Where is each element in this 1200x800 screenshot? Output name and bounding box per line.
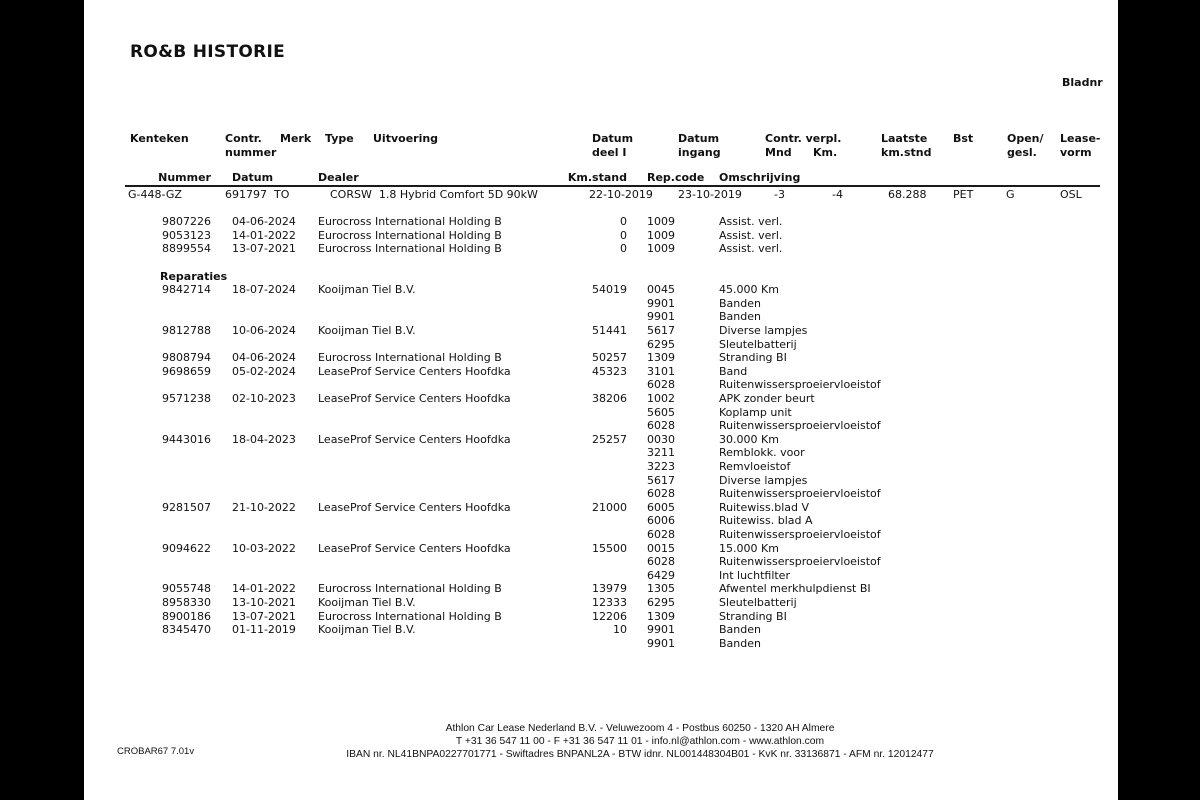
row-dealer: Eurocross International Holding B — [318, 215, 502, 229]
table-row — [84, 582, 1118, 596]
program-version: CROBAR67 7.01v — [117, 746, 195, 757]
vehicle-mnd: -3 — [774, 188, 785, 201]
header-divider — [125, 185, 1100, 187]
vehicle-type: CORSW 1.8 Hybrid Comfort 5D 90kW — [330, 188, 538, 201]
row-dealer: Eurocross International Holding B — [318, 351, 502, 365]
row-dealer: Eurocross International Holding B — [318, 228, 502, 242]
row-nummer: 8899554 — [162, 242, 211, 256]
footer-address-line: Athlon Car Lease Nederland B.V. - Veluwezoom 4 - Postbus 60250 - 1320 AH Almere — [445, 723, 835, 734]
row-kmstand: 38206 — [592, 392, 627, 405]
row-omschrijving: Ruitewiss. blad A — [719, 514, 813, 528]
row-kmstand: 54019 — [592, 283, 627, 297]
vehicle-open-gesl: G — [1006, 188, 1015, 201]
row-datum: 02-10-2023 — [232, 392, 296, 405]
row-kmstand: 12333 — [592, 596, 627, 609]
table-row — [84, 215, 1118, 229]
bladnr-label: Bladnr — [1062, 76, 1103, 89]
col-header-open-gesl — [1007, 132, 1044, 159]
row-omschrijving: Stranding BI — [719, 351, 787, 365]
row-datum: 04-06-2024 — [232, 351, 296, 365]
row-kmstand: 15500 — [592, 541, 627, 555]
row-nummer: 9053123 — [162, 228, 211, 242]
row-dealer: Kooijman Tiel B.V. — [318, 283, 416, 297]
row-omschrijving: APK zonder beurt — [719, 392, 815, 405]
table-row — [84, 460, 1118, 474]
row-datum: 10-03-2022 — [232, 541, 296, 555]
row-repcode: 6005 — [647, 500, 675, 514]
table-row — [84, 365, 1118, 379]
row-repcode: 1305 — [647, 582, 675, 596]
row-datum: 18-04-2023 — [232, 432, 296, 446]
vehicle-leasevorm: OSL — [1060, 188, 1082, 201]
row-kmstand: 25257 — [592, 432, 627, 446]
table-row — [84, 324, 1118, 338]
row-nummer: 9698659 — [162, 364, 211, 378]
row-datum: 18-07-2024 — [232, 283, 296, 297]
row-omschrijving: Diverse lampjes — [719, 324, 808, 337]
row-omschrijving: Assist. verl. — [719, 228, 783, 242]
row-omschrijving: Ruitenwissersproeiervloeistof — [719, 555, 881, 569]
row-nummer: 9807226 — [162, 215, 211, 229]
table-row — [84, 419, 1118, 433]
row-dealer: Kooijman Tiel B.V. — [318, 324, 416, 337]
row-repcode: 9901 — [647, 636, 675, 650]
row-omschrijving: Koplamp unit — [719, 405, 792, 419]
vehicle-kenteken: G-448-GZ — [128, 188, 182, 201]
row-repcode: 1309 — [647, 351, 675, 365]
label: nummer — [225, 145, 277, 159]
section-label: Reparaties — [160, 269, 228, 283]
table-row — [84, 623, 1118, 637]
label: Type — [325, 132, 354, 145]
row-omschrijving: Band — [719, 364, 748, 378]
row-repcode: 9901 — [647, 310, 675, 324]
row-datum: 14-01-2022 — [232, 582, 296, 596]
row-nummer: 9055748 — [162, 582, 211, 596]
row-dealer: Eurocross International Holding B — [318, 582, 502, 596]
table-row — [84, 569, 1118, 583]
table-row — [84, 542, 1118, 556]
row-repcode: 5617 — [647, 473, 675, 487]
row-nummer: 9571238 — [162, 392, 211, 405]
table-row — [84, 338, 1118, 352]
label: Mnd — [765, 146, 792, 159]
row-repcode: 3101 — [647, 364, 675, 378]
col-header-datum: Datum — [232, 171, 274, 184]
row-datum: 13-07-2021 — [232, 609, 296, 623]
row-kmstand: 50257 — [592, 351, 627, 365]
document-page — [84, 0, 1118, 800]
col-header-contr-verpl — [765, 132, 841, 146]
row-kmstand: 21000 — [592, 500, 627, 514]
table-row — [84, 474, 1118, 488]
row-datum: 01-11-2019 — [232, 623, 296, 637]
row-repcode: 6028 — [647, 555, 675, 569]
row-omschrijving: Banden — [719, 623, 761, 637]
col-header-repcode: Rep.code — [647, 171, 705, 184]
row-repcode: 3223 — [647, 460, 675, 473]
row-repcode: 0015 — [647, 541, 675, 555]
row-dealer: LeaseProf Service Centers Hoofdka — [318, 432, 511, 446]
row-datum: 05-02-2024 — [232, 364, 296, 378]
row-repcode: 1009 — [647, 215, 675, 229]
label: Datum — [592, 132, 634, 145]
vehicle-km: -4 — [832, 188, 843, 201]
table-row — [84, 610, 1118, 624]
table-row — [84, 446, 1118, 460]
row-omschrijving: Int luchtfilter — [719, 568, 790, 582]
table-row — [84, 242, 1118, 256]
row-repcode: 5617 — [647, 324, 675, 337]
label: Open/ — [1007, 132, 1044, 145]
row-repcode: 1009 — [647, 242, 675, 256]
row-omschrijving: Sleutelbatterij — [719, 596, 797, 609]
row-dealer: LeaseProf Service Centers Hoofdka — [318, 392, 511, 405]
row-datum: 14-01-2022 — [232, 228, 296, 242]
footer — [180, 722, 1100, 762]
table-row — [84, 637, 1118, 651]
row-omschrijving: 30.000 Km — [719, 432, 779, 446]
row-datum: 13-10-2021 — [232, 596, 296, 609]
col-header-mnd — [765, 146, 792, 160]
col-header-leasevorm — [1060, 132, 1100, 159]
vehicle-datum-ingang: 23-10-2019 — [678, 188, 742, 201]
footer-contact-line: T +31 36 547 11 00 - F +31 36 547 11 01 - info.nl@athlon.com - www.athlon.com — [455, 736, 825, 748]
row-omschrijving: Assist. verl. — [719, 215, 783, 229]
right-margin-bar — [1118, 0, 1200, 800]
row-repcode: 3211 — [647, 446, 675, 460]
table-row — [84, 555, 1118, 569]
row-omschrijving: Diverse lampjes — [719, 473, 808, 487]
row-repcode: 6429 — [647, 568, 675, 582]
row-omschrijving: Remvloeistof — [719, 460, 791, 473]
row-omschrijving: Banden — [719, 636, 761, 650]
table-row — [84, 202, 1118, 216]
table-row — [84, 283, 1118, 297]
table-row — [84, 514, 1118, 528]
table-row — [84, 256, 1118, 270]
row-dealer: LeaseProf Service Centers Hoofdka — [318, 541, 511, 555]
row-repcode: 1309 — [647, 609, 675, 623]
row-kmstand: 0 — [620, 228, 627, 242]
row-omschrijving: 15.000 Km — [719, 541, 779, 555]
label: Km. — [813, 146, 838, 159]
row-omschrijving: Ruitenwissersproeiervloeistof — [719, 528, 881, 541]
label: Contr. verpl. — [765, 132, 842, 145]
row-kmstand: 51441 — [592, 324, 627, 337]
row-repcode: 6028 — [647, 487, 675, 501]
row-datum: 10-06-2024 — [232, 324, 296, 337]
left-margin-bar — [0, 0, 84, 800]
row-dealer: Eurocross International Holding B — [318, 609, 502, 623]
row-kmstand: 45323 — [592, 364, 627, 378]
label: gesl. — [1007, 145, 1037, 159]
row-nummer: 8958330 — [162, 596, 211, 609]
label: km.stnd — [881, 145, 932, 159]
row-repcode: 9901 — [647, 296, 675, 310]
row-kmstand: 0 — [620, 242, 627, 256]
table-row — [84, 406, 1118, 420]
table-row — [84, 229, 1118, 243]
row-nummer: 9842714 — [162, 283, 211, 297]
col-header-kenteken — [130, 132, 189, 146]
col-header-dealer: Dealer — [318, 171, 359, 184]
row-kmstand: 0 — [620, 215, 627, 229]
row-omschrijving: Afwentel merkhulpdienst BI — [719, 582, 871, 596]
row-omschrijving: Ruitewiss.blad V — [719, 500, 810, 514]
label: Merk — [280, 132, 312, 145]
col-header-kmstand: Km.stand — [567, 171, 627, 184]
label: Laatste — [881, 132, 928, 145]
vehicle-bst: PET — [953, 188, 974, 201]
col-header-km — [813, 146, 837, 160]
section-row — [84, 270, 1118, 284]
row-datum: 13-07-2021 — [232, 242, 296, 256]
row-nummer: 9094622 — [162, 541, 211, 555]
col-header-omschrijving: Omschrijving — [719, 171, 801, 184]
table-row — [84, 528, 1118, 542]
table-row — [84, 501, 1118, 515]
row-dealer: Eurocross International Holding B — [318, 242, 502, 256]
table-row — [84, 487, 1118, 501]
row-repcode: 1009 — [647, 228, 675, 242]
row-datum: 21-10-2022 — [232, 500, 296, 514]
col-header-type — [325, 132, 354, 146]
vehicle-row — [84, 188, 1118, 202]
label: Uitvoering — [373, 132, 439, 145]
row-omschrijving: Remblokk. voor — [719, 446, 805, 460]
label: Datum — [678, 132, 720, 145]
label: Kenteken — [130, 132, 189, 145]
row-repcode: 1002 — [647, 392, 675, 405]
row-omschrijving: 45.000 Km — [719, 283, 779, 297]
row-nummer: 9281507 — [162, 500, 211, 514]
row-omschrijving: Ruitenwissersproeiervloeistof — [719, 419, 881, 433]
row-nummer: 9443016 — [162, 432, 211, 446]
row-dealer: Kooijman Tiel B.V. — [318, 623, 416, 637]
row-nummer: 9808794 — [162, 351, 211, 365]
col-header-bst — [953, 132, 973, 146]
row-repcode: 0045 — [647, 283, 675, 297]
row-omschrijving: Stranding BI — [719, 609, 787, 623]
row-repcode: 6028 — [647, 419, 675, 433]
row-repcode: 6006 — [647, 514, 675, 528]
row-omschrijving: Ruitenwissersproeiervloeistof — [719, 487, 881, 501]
row-omschrijving: Sleutelbatterij — [719, 337, 797, 351]
vehicle-datum-deel1: 22-10-2019 — [589, 188, 653, 201]
label: vorm — [1060, 145, 1092, 159]
col-header-uitvoering — [373, 132, 438, 146]
row-dealer: LeaseProf Service Centers Hoofdka — [318, 500, 511, 514]
page-title: RO&B HISTORIE — [130, 42, 286, 62]
label: deel I — [592, 145, 627, 159]
row-repcode: 5605 — [647, 405, 675, 419]
row-dealer: LeaseProf Service Centers Hoofdka — [318, 364, 511, 378]
col-header-datum-deel1 — [592, 132, 633, 159]
table-row — [84, 392, 1118, 406]
row-repcode: 6295 — [647, 596, 675, 609]
row-dealer: Kooijman Tiel B.V. — [318, 596, 416, 609]
row-nummer: 8345470 — [162, 623, 211, 637]
row-kmstand: 12206 — [592, 609, 627, 623]
table-row — [84, 351, 1118, 365]
row-kmstand: 13979 — [592, 582, 627, 596]
vehicle-laatste-kmstnd: 68.288 — [888, 188, 927, 201]
col-header-merk — [280, 132, 311, 146]
row-repcode: 9901 — [647, 623, 675, 637]
col-header-contr-nummer — [225, 132, 276, 159]
table-row — [84, 378, 1118, 392]
label: Contr. — [225, 132, 262, 145]
row-datum: 04-06-2024 — [232, 215, 296, 229]
row-omschrijving: Banden — [719, 310, 761, 324]
row-nummer: 9812788 — [162, 324, 211, 337]
row-repcode: 6028 — [647, 378, 675, 392]
row-nummer: 8900186 — [162, 609, 211, 623]
table-sub-header — [84, 171, 1118, 185]
footer-legal-line: IBAN nr. NL41BNPA0227701771 - Swiftadres BNPANL2A - BTW idnr. NL001448304B01 - KvK nr. 33136871 - AFM nr. 12012477 — [346, 749, 934, 761]
vehicle-contract: 691797 TO — [225, 188, 290, 201]
table-row — [84, 310, 1118, 324]
col-header-nummer: Nummer — [158, 171, 211, 184]
row-repcode: 6028 — [647, 528, 675, 541]
row-omschrijving: Banden — [719, 296, 761, 310]
table-row — [84, 297, 1118, 311]
col-header-laatste-kmstnd — [881, 132, 931, 159]
label: Bst — [953, 132, 974, 145]
label: ingang — [678, 145, 721, 159]
label: Lease- — [1060, 132, 1101, 145]
row-repcode: 0030 — [647, 432, 675, 446]
row-omschrijving: Ruitenwissersproeiervloeistof — [719, 378, 881, 392]
row-omschrijving: Assist. verl. — [719, 242, 783, 256]
col-header-datum-ingang — [678, 132, 721, 159]
table-row — [84, 596, 1118, 610]
row-repcode: 6295 — [647, 337, 675, 351]
table-row — [84, 433, 1118, 447]
row-kmstand: 10 — [613, 623, 627, 637]
